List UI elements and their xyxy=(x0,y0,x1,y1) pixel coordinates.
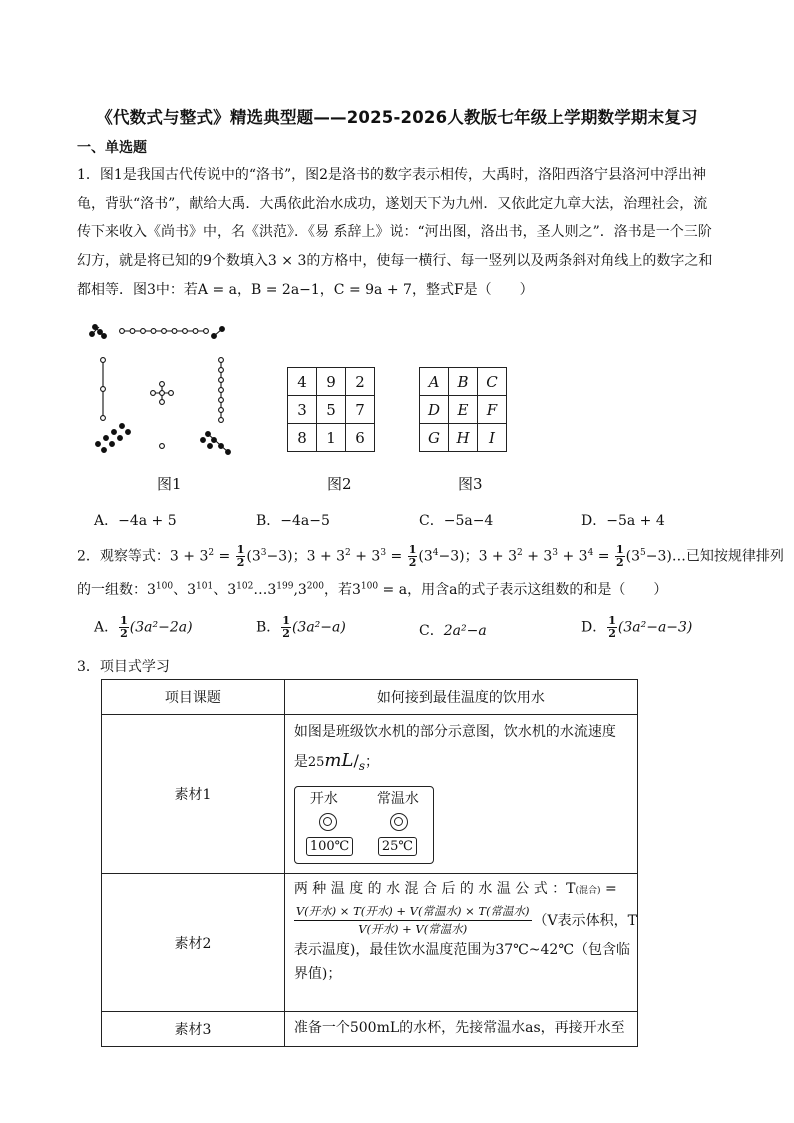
q2-text: ，若3 xyxy=(323,582,361,598)
q2-sup: 4 xyxy=(587,547,594,558)
material-2-line-3: 表示温度)，最佳饮水温度范围为37℃~42℃（包含临 xyxy=(293,942,631,958)
grid-cell: C xyxy=(478,368,507,396)
white-dot xyxy=(160,444,165,449)
q2-text: −3)；3 + 3 xyxy=(438,548,518,565)
black-dot xyxy=(212,334,217,339)
option-label: C． xyxy=(419,623,444,639)
boiling-water-label: 开水 xyxy=(309,791,338,807)
grid-cell: 4 xyxy=(288,368,317,396)
section-heading-single-choice: 一、单选题 xyxy=(77,140,147,156)
fraction-denominator: 2 xyxy=(282,627,290,640)
white-dot xyxy=(160,391,165,396)
q2-text: + 3 xyxy=(522,548,553,565)
grid-cell: E xyxy=(449,396,478,424)
black-dot xyxy=(206,432,211,437)
white-dot xyxy=(160,400,165,405)
question-1-line: 幻方，就是将已知的9个数填入3 × 3的方格中，使每一横行、每一竖列以及两条斜对角线上的数字之和 xyxy=(77,253,713,270)
fraction-denominator: 2 xyxy=(236,556,245,569)
black-dot xyxy=(102,448,107,453)
black-dot xyxy=(201,438,206,443)
boiling-water-tap-icon xyxy=(319,813,337,831)
formula-numerator: V(开水) × T(开水) + V(常温水) × T(常温水) xyxy=(294,903,532,921)
q2-text: + 3 xyxy=(350,548,381,565)
white-dot xyxy=(219,358,224,363)
material-3-content xyxy=(284,1012,637,1047)
fraction-numerator: 1 xyxy=(615,543,624,556)
black-dot xyxy=(118,436,123,441)
q2-option-a[interactable] xyxy=(94,615,193,640)
white-dot xyxy=(193,329,198,334)
option-expression: 2a²−a xyxy=(443,623,487,639)
q2-sup: 102 xyxy=(236,581,254,592)
white-dot xyxy=(120,329,125,334)
table-header-right: 如何接到最佳温度的饮用水 xyxy=(284,680,637,715)
flow-rate-value: 25 xyxy=(307,754,325,770)
grid-cell: G xyxy=(420,424,449,452)
grid-cell: 5 xyxy=(317,396,346,424)
grid-cell: 1 xyxy=(317,424,346,452)
question-3-heading: 3．项目式学习 xyxy=(77,659,170,675)
white-dot xyxy=(204,329,209,334)
grid-cell: 6 xyxy=(346,424,375,452)
white-dot xyxy=(219,408,224,413)
q2-fraction xyxy=(408,544,418,569)
material-1-text: 是 xyxy=(293,753,308,770)
material-2-label: 素材2 xyxy=(102,874,285,1012)
material-2-content xyxy=(284,874,637,1012)
black-dot xyxy=(208,444,213,449)
material-2-text: 两 种 温 度 的 水 混 合 后 的 水 温 公 式 ：T xyxy=(293,881,576,897)
q2-sup: 3 xyxy=(552,547,559,558)
option-label: B． xyxy=(256,619,281,636)
material-1-line-1: 如图是班级饮水机的部分示意图，饮水机的水流速度 xyxy=(293,724,616,740)
material-1-line-2: 是25mL/s； xyxy=(293,749,379,773)
question-1-line: 都相等．图3中：若A = a，B = 2a−1，C = 9a + 7，整式F是（ ） xyxy=(77,281,534,298)
question-1-text xyxy=(77,161,745,305)
figure-3-caption: 图3 xyxy=(458,475,483,493)
fraction-denominator: 2 xyxy=(608,627,616,640)
white-dot xyxy=(151,329,156,334)
white-dot xyxy=(151,391,156,396)
q2-text: 的一组数：3 xyxy=(77,582,156,598)
grid-cell: D xyxy=(420,396,449,424)
q2-sup: 2 xyxy=(345,547,351,558)
q2-text: = a，用含a的式子表示这组数的和是（ ） xyxy=(378,582,668,598)
mixing-formula xyxy=(294,903,637,938)
grid-cell: 2 xyxy=(346,368,375,396)
q2-text: ,3 xyxy=(293,582,307,598)
black-dot xyxy=(126,430,131,435)
figure-2-caption: 图2 xyxy=(327,475,352,493)
q2-text: 、3 xyxy=(173,582,197,598)
letter-square-figure-3 xyxy=(419,367,507,452)
q2-sup: 4 xyxy=(432,547,439,558)
white-dot xyxy=(160,382,165,387)
q2-text: …3 xyxy=(253,582,277,598)
material-3-label: 素材3 xyxy=(102,1012,285,1047)
fraction-denominator: 2 xyxy=(408,556,417,569)
water-dispenser-panel xyxy=(294,786,434,864)
white-dot xyxy=(183,329,188,334)
q2-sup: 2 xyxy=(208,547,215,558)
q2-sup: 5 xyxy=(639,547,646,558)
question-1-line: 1．图1是我国古代传说中的“洛书”，图2是洛书的数字表示相传，大禹时，洛阳西洛宁县洛河中浮出神 xyxy=(77,167,707,183)
formula-denominator: V(开水) + V(常温水) xyxy=(358,922,468,936)
question-2-line-2 xyxy=(77,579,667,599)
question-1-line: 龟，背驮“洛书”，献给大禹．大禹依此治水成功，遂划天下为九州．又依此定九章大法，治理社会，流 xyxy=(77,195,708,212)
fraction-numerator: 1 xyxy=(120,614,128,627)
white-dot xyxy=(219,418,224,423)
fraction-numerator: 1 xyxy=(408,543,417,556)
black-dot xyxy=(226,450,231,455)
white-dot xyxy=(219,388,224,393)
q1-option-d[interactable]: D．−5a + 4 xyxy=(581,513,665,529)
grid-cell: 8 xyxy=(288,424,317,452)
white-dot xyxy=(101,416,106,421)
white-dot xyxy=(101,387,106,392)
white-dot xyxy=(219,398,224,403)
black-dot xyxy=(212,438,217,443)
q2-fraction xyxy=(236,544,246,569)
q2-text: (3 xyxy=(246,548,261,565)
option-fraction xyxy=(119,615,129,640)
paper-title: 《代数式与整式》精选典型题——2025-2026人教版七年级上学期数学期末复习 xyxy=(96,108,698,127)
q2-fraction xyxy=(615,544,625,569)
white-dot xyxy=(169,391,174,396)
grid-cell: I xyxy=(478,424,507,452)
fraction-numerator: 1 xyxy=(282,614,290,627)
q2-sup: 2 xyxy=(517,547,523,558)
q2-option-d[interactable] xyxy=(581,615,692,640)
white-dot xyxy=(162,329,167,334)
room-temp-water-temp: 25℃ xyxy=(378,837,417,856)
black-dot xyxy=(219,444,224,449)
table-header-left: 项目课题 xyxy=(102,680,285,715)
material-2-text: （V表示体积，T xyxy=(533,912,637,929)
q2-text: (3 xyxy=(418,548,433,565)
black-dot xyxy=(112,430,117,435)
option-label: A． xyxy=(94,619,119,636)
q2-text: −3)…已知按规律排列 xyxy=(645,548,784,565)
question-1-line: 传下来收入《尚书》中，名《洪范》．《易 系辞上》说：“河出图，洛出书，圣人则之”．洛书是一个三阶 xyxy=(77,224,712,241)
grid-cell: 7 xyxy=(346,396,375,424)
flow-rate-unit-time: s xyxy=(358,758,365,773)
black-dot xyxy=(102,334,107,339)
white-dot xyxy=(141,329,146,334)
material-1-label: 素材1 xyxy=(102,715,285,874)
white-dot xyxy=(172,329,177,334)
magic-square-figure-2 xyxy=(287,367,375,452)
q2-text: = xyxy=(386,548,407,565)
option-expression: (3a²−2a) xyxy=(129,619,193,636)
grid-cell: B xyxy=(449,368,478,396)
room-temp-water-tap-icon xyxy=(390,813,408,831)
q1-option-a[interactable]: A．−4a + 5 xyxy=(94,513,177,529)
dot-connector xyxy=(208,434,228,452)
grid-cell: A xyxy=(420,368,449,396)
grid-cell: 9 xyxy=(317,368,346,396)
black-dot xyxy=(120,424,125,429)
option-label: D． xyxy=(581,619,607,636)
q2-sup: 3 xyxy=(260,547,267,558)
option-fraction xyxy=(607,615,617,640)
white-dot xyxy=(130,329,135,334)
grid-cell: H xyxy=(449,424,478,452)
q2-text: = xyxy=(214,548,235,565)
q2-text: −3)；3 + 3 xyxy=(266,548,346,565)
q2-option-b[interactable] xyxy=(256,615,346,640)
material-2-line-4: 界值)； xyxy=(293,966,342,982)
figure-1-caption: 图1 xyxy=(157,475,182,493)
material-3-text: 准备一个500mL的水杯，先接常温水as，再接开水至 xyxy=(293,1020,625,1037)
flow-rate-unit: mL xyxy=(324,749,354,771)
room-temp-water-label: 常温水 xyxy=(376,791,419,807)
material-2-line-1 xyxy=(294,877,637,903)
material-2-subscript: (混合) xyxy=(575,886,601,896)
q2-text: 2．观察等式：3 + 3 xyxy=(77,548,209,565)
q1-option-b[interactable]: B．−4a−5 xyxy=(256,513,330,529)
q2-text: 、3 xyxy=(213,582,237,598)
q2-text: + 3 xyxy=(558,548,588,565)
white-dot xyxy=(219,368,224,373)
q2-option-c[interactable] xyxy=(419,620,487,640)
option-expression: (3a²−a) xyxy=(291,619,346,636)
material-1-text: ； xyxy=(365,753,379,770)
project-learning-table xyxy=(101,679,638,1047)
fraction-denominator: 2 xyxy=(615,556,624,569)
black-dot xyxy=(110,442,115,447)
black-dot xyxy=(220,327,225,332)
black-dot xyxy=(104,436,109,441)
q1-option-c[interactable]: C．−5a−4 xyxy=(419,513,494,529)
q2-sup: 199 xyxy=(276,581,294,592)
grid-cell: 3 xyxy=(288,396,317,424)
black-dot xyxy=(96,442,101,447)
material-1-content xyxy=(284,715,637,874)
fraction-numerator: 1 xyxy=(236,543,245,556)
black-dot xyxy=(98,330,103,335)
q2-sup: 100 xyxy=(360,581,379,592)
material-2-text: = xyxy=(600,881,617,897)
fraction-denominator: 2 xyxy=(120,627,128,640)
black-dot xyxy=(90,332,95,337)
black-dot xyxy=(93,325,98,330)
question-2-line-1 xyxy=(77,544,784,569)
luoshu-figure-1 xyxy=(88,322,238,457)
boiling-water-temp: 100℃ xyxy=(306,837,353,856)
option-fraction xyxy=(281,615,291,640)
fraction-numerator: 1 xyxy=(608,614,616,627)
formula-fraction xyxy=(294,903,532,938)
grid-cell: F xyxy=(478,396,507,424)
q2-sup: 3 xyxy=(380,547,387,558)
white-dot xyxy=(219,378,224,383)
white-dot xyxy=(101,358,106,363)
q2-sup: 101 xyxy=(196,581,214,592)
option-expression: (3a²−a−3) xyxy=(617,619,693,636)
q2-text: (3 xyxy=(625,548,640,565)
q2-sup: 100 xyxy=(155,581,174,592)
q2-sup: 200 xyxy=(306,581,324,592)
q2-text: = xyxy=(593,548,614,565)
